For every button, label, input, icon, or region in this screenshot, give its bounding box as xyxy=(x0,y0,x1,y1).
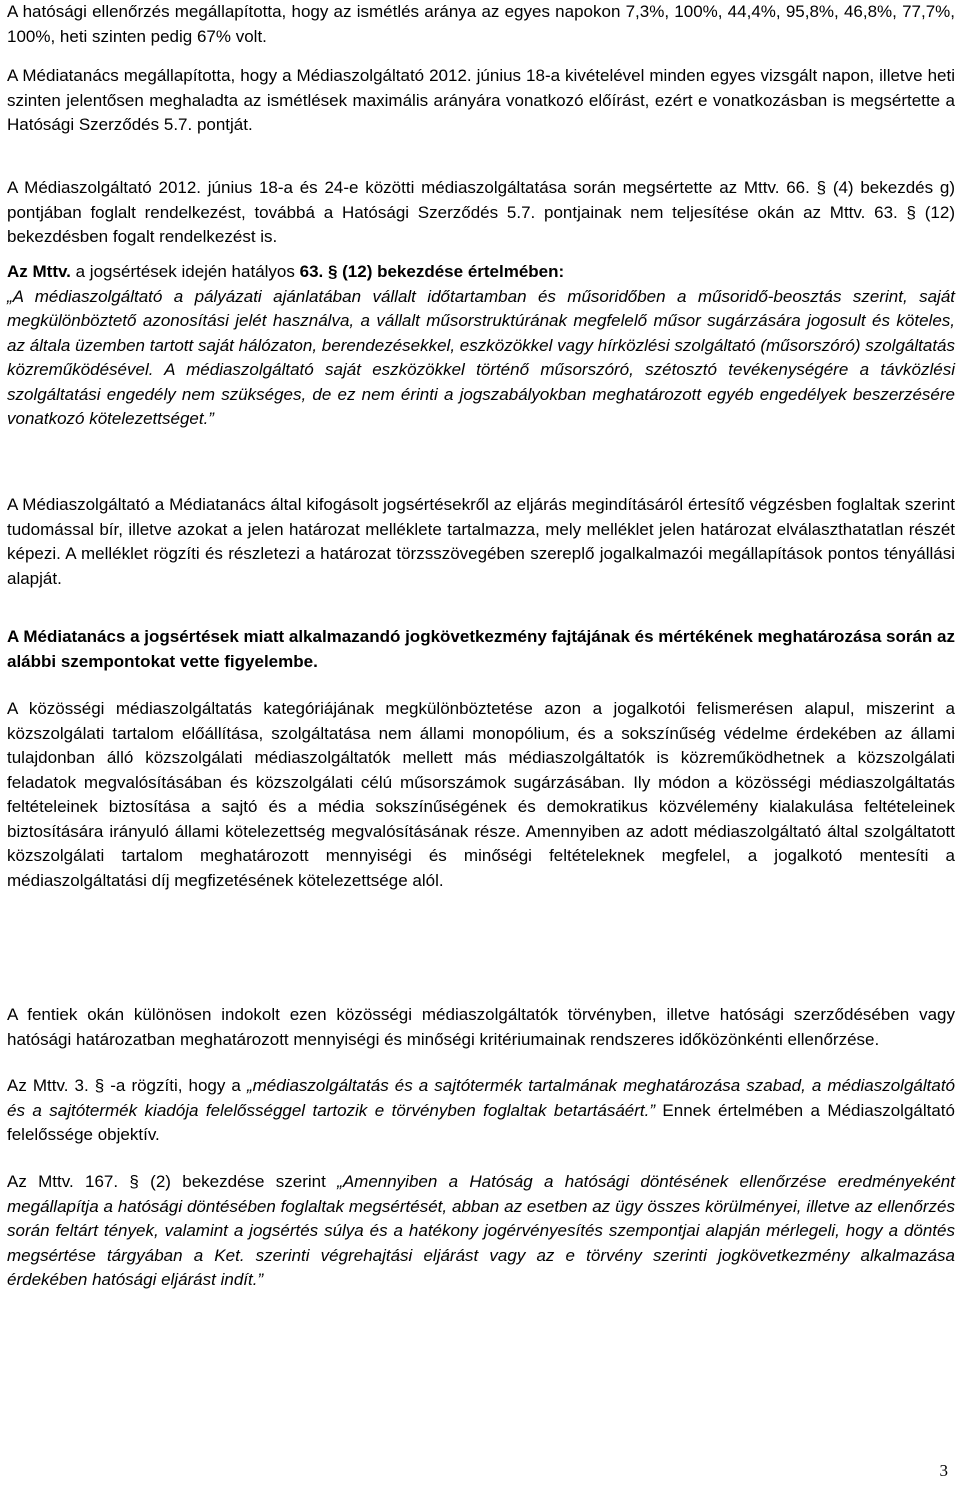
mttv-63-quote: „A médiaszolgáltató a pályázati ajánlatában vállalt időtartamban és műsoridőben a műsoridő-beosztás szerint, saját megkülönböztető azonosítási jelét használva, a vállalt műsorstruktúrának megfelelő műsor sugárzására jogosult és köteles, az általa üzemben tartott saját hálózaton, berendezésekkel, eszközökkel vagy hírközlési szolgáltató (műsorszóró) szolgáltatás közreműködésével. A médiaszolgáltató saját eszközökkel történő műsorszóró, szétosztó tevékenységére a távközlési szolgáltatási engedély nem szükséges, de ez nem érinti a jogszabályokban meghatározott egyéb engedélyek beszerzésére vonatkozó kötelezettséget.” xyxy=(7,286,955,428)
mttv-3-conclusion: Ennek értelmében a Médiaszolgáltató felelőssége objektív. xyxy=(7,1100,955,1144)
paragraph-mttv-3 xyxy=(7,1074,955,1148)
mttv-section-ref: 63. § (12) bekezdése értelmében: xyxy=(299,262,565,281)
paragraph-council-findings: A Médiatanács megállapította, hogy a Médiaszolgáltató 2012. június 18-a kivételével minden egyes vizsgált napon, illetve heti szinten jelentősen meghaladta az ismétlések maximális arányára vonatkozó előírást, ezért e vonatkozásban is megsértette a Hatósági Szerződés 5.7. pontját. xyxy=(7,66,955,134)
mttv-3-intro: Az Mttv. 3. § -a rögzíti, hogy a xyxy=(7,1076,247,1095)
mttv-167-quote: „Amennyiben a Hatóság a hatósági döntésének ellenőrzése eredményeként megállapítja a hatósági döntésében foglaltak megsértését, abban az esetben az ügy összes körülményei, illetve az ellenőrzés során feltárt tények, valamint a jogsértés súlya és a hatékony jogérvényesítés szempontjai alapján mérlegeli, hogy a döntés megsértése tárgyában a Ket. szerinti végrehajtási eljárást vagy az e törvény szerinti jogkövetkezmény alkalmazása érdekében hatósági eljárást indít.” xyxy=(7,1172,955,1289)
paragraph-community-media: A közösségi médiaszolgáltatás kategóriájának megkülönböztetése azon a jogalkotói felismerésen alapul, miszerint a közszolgálati tartalom előállítása, szolgáltatása nem állami monopólium, és a sokszínűség védelme érdekében az állami tulajdonban álló közszolgálati médiaszolgáltatók mellett más médiaszolgáltatók is közreműködhetnek a közszolgálati feladatok megvalósításában és közszolgálati célú műsorszámok sugárzásában. Ily módon a közösségi médiaszolgáltatás feltételeinek biztosítása a sajtó és a média sokszínűségének és demokratikus közvélemény kialakulása feltételeinek biztosítására irányuló állami kötelezettség megvalósításának része. Amennyiben az adott médiaszolgáltató által szolgáltatott közszolgálati tartalom meghatározott mennyiségi és minőségi feltételeknek megfelel, a jogalkotó mentesíti a médiaszolgáltatási díj megfizetésének kötelezettsége alól. xyxy=(7,699,955,890)
mttv-label: Az Mttv. xyxy=(7,262,71,281)
mttv-167-intro: Az Mttv. 167. § (2) bekezdése szerint xyxy=(7,1172,338,1191)
paragraph-inspection-findings: A hatósági ellenőrzés megállapította, hogy az ismétlés aránya az egyes napokon 7,3%, 100%, 44,4%, 95,8%, 46,8%, 77,7%, 100%, heti szinten pedig 67% volt. xyxy=(7,2,955,46)
paragraph-violation-summary: A Médiaszolgáltató 2012. június 18-a és 24-e közötti médiaszolgáltatása során megsértette az Mttv. 66. § (4) bekezdés g) pontjában foglalt rendelkezést, továbbá a Hatósági Szerződés 5.7. pontjainak nem teljesítése okán az Mttv. 63. § (12) bekezdésben fogalt rendelkezést is. xyxy=(7,178,955,246)
paragraph-annex-reference: A Médiaszolgáltató a Médiatanács által kifogásolt jogsértésekről az eljárás megindításáról értesítő végzésben foglaltak szerint tudomással bír, illetve azokat a jelen határozat melléklete tartalmazza, mely melléklet jelen határozat elválaszthatatlan részét képezi. A melléklet rögzíti és részletezi a határozat törzsszövegében szereplő jogalkalmazói megállapítások pontos tényállási alapját. xyxy=(7,495,955,588)
paragraph-mttv-63-12 xyxy=(7,260,955,432)
page-number: 3 xyxy=(939,1461,948,1480)
document-page xyxy=(7,0,955,1495)
paragraph-mttv-167-2 xyxy=(7,1170,955,1293)
section-heading-sanction-criteria: A Médiatanács a jogsértések miatt alkalmazandó jogkövetkezmény fajtájának és mértékének meghatározása során az alábbi szempontokat vette figyelembe. xyxy=(7,627,955,671)
paragraph-regular-checks: A fentiek okán különösen indokolt ezen közösségi médiaszolgáltatók törvényben, illetve hatósági szerződésében vagy hatósági határozatban meghatározott mennyiségi és minőségi kritériumainak rendszeres időközönkénti ellenőrzése. xyxy=(7,1005,955,1049)
mttv-connector: a jogsértések idején hatályos xyxy=(70,262,300,281)
mttv-3-quote: „médiaszolgáltatás és a sajtótermék tartalmának meghatározása szabad, a médiaszolgáltató és a sajtótermék kiadója felelősséggel tartozik e törvényben foglaltak betartásáért.” xyxy=(7,1076,955,1120)
